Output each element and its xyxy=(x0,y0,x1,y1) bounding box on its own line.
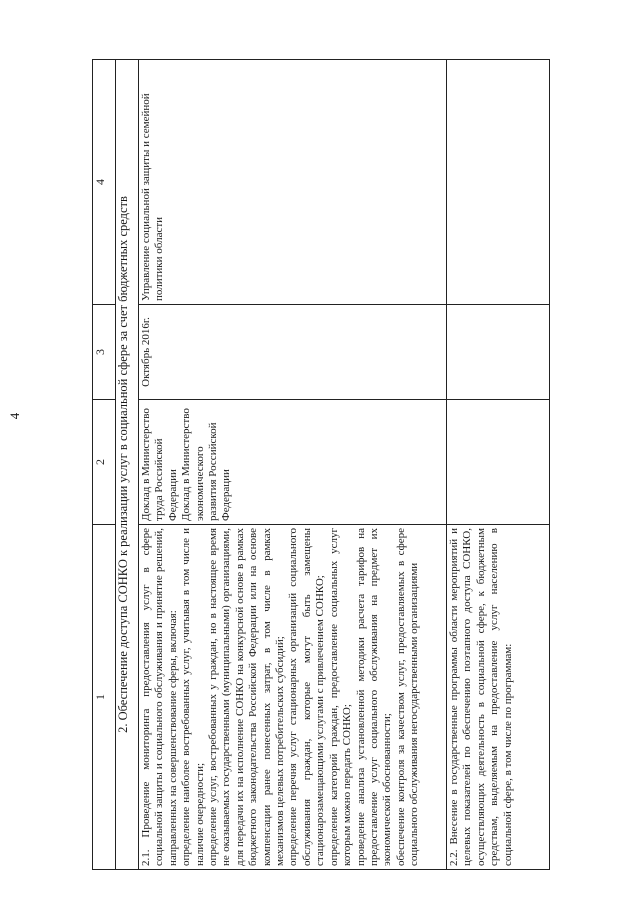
page-number: 4 xyxy=(7,412,22,420)
measure-line: определение наиболее востребованных услуг, учитывая в том числе и наличие очередности; xyxy=(180,528,206,866)
responsible-executor: Управление социальной защиты и семейной политики области xyxy=(139,60,447,305)
table-row xyxy=(447,60,550,870)
measure-line: обеспечение контроля за качеством услуг, предоставляемых в сфере социального обслуживания негосударственными организациями xyxy=(394,528,421,866)
report-form xyxy=(139,400,447,525)
column-number: 2 xyxy=(93,400,116,525)
measure-line: 2.2. Внесение в государственные программы области мероприятий и целевых показателей по обеспечению поэтапного доступа СОНКО, осуществляющих деятельность в социальной сфере, к бюджетным средствам, выделяемым на предоставление услуг населению в социальной сфере, в том числе по программам: xyxy=(448,528,514,866)
measures-table xyxy=(92,59,550,870)
column-number: 1 xyxy=(93,525,116,870)
report-form-line: Доклад в Министерство труда Российской Федерации xyxy=(140,408,179,521)
deadline xyxy=(447,305,550,400)
rotated-page-content xyxy=(92,60,550,870)
column-number: 3 xyxy=(93,305,116,400)
measure-line: определение перечня услуг стационарных организаций социального обслуживания граждан, которые могут быть замещены стационарозамещающими услугами с привлечением СОНКО; xyxy=(287,528,327,866)
measure-line: проведение анализа установленной методики расчета тарифов на предоставление услуг социального обслуживания на предмет их экономической обоснованности; xyxy=(354,528,394,866)
report-form xyxy=(447,400,550,525)
table-row xyxy=(139,60,447,870)
measure-line: 2.1. Проведение мониторинга предоставления услуг в сфере социальной защиты и социального обслуживания и принятие решений, направленных на совершенствование сферы, включая: xyxy=(140,528,179,866)
column-number-row xyxy=(93,60,116,870)
report-form-line: Доклад в Министерство экономического развития Российской Федерации xyxy=(180,408,233,521)
measure-line: определение услуг, востребованных у граждан, но в настоящее время не оказываемых государственными (муниципальными) организациями, для передачи их на исполнение СОНКО на конкурсной основе в рамках бюджетного законодательства Российской Федерации или на основе компенсации ранее понесенных затрат, в том числе в рамках механизмов целевых потребительских субсидий; xyxy=(207,528,287,866)
section-title: 2. Обеспечение доступа СОНКО к реализации услуг в социальной сфере за счет бюджетных средств xyxy=(116,60,139,870)
measure-line: определение категорий граждан, предоставление социальных услуг которым можно передать СОНКО; xyxy=(327,528,354,866)
section-header-row xyxy=(116,60,139,870)
responsible-executor xyxy=(447,60,550,305)
deadline: Октябрь 2016г. xyxy=(139,305,447,400)
measure-description xyxy=(447,525,550,870)
column-number: 4 xyxy=(93,60,116,305)
measure-description xyxy=(139,525,447,870)
